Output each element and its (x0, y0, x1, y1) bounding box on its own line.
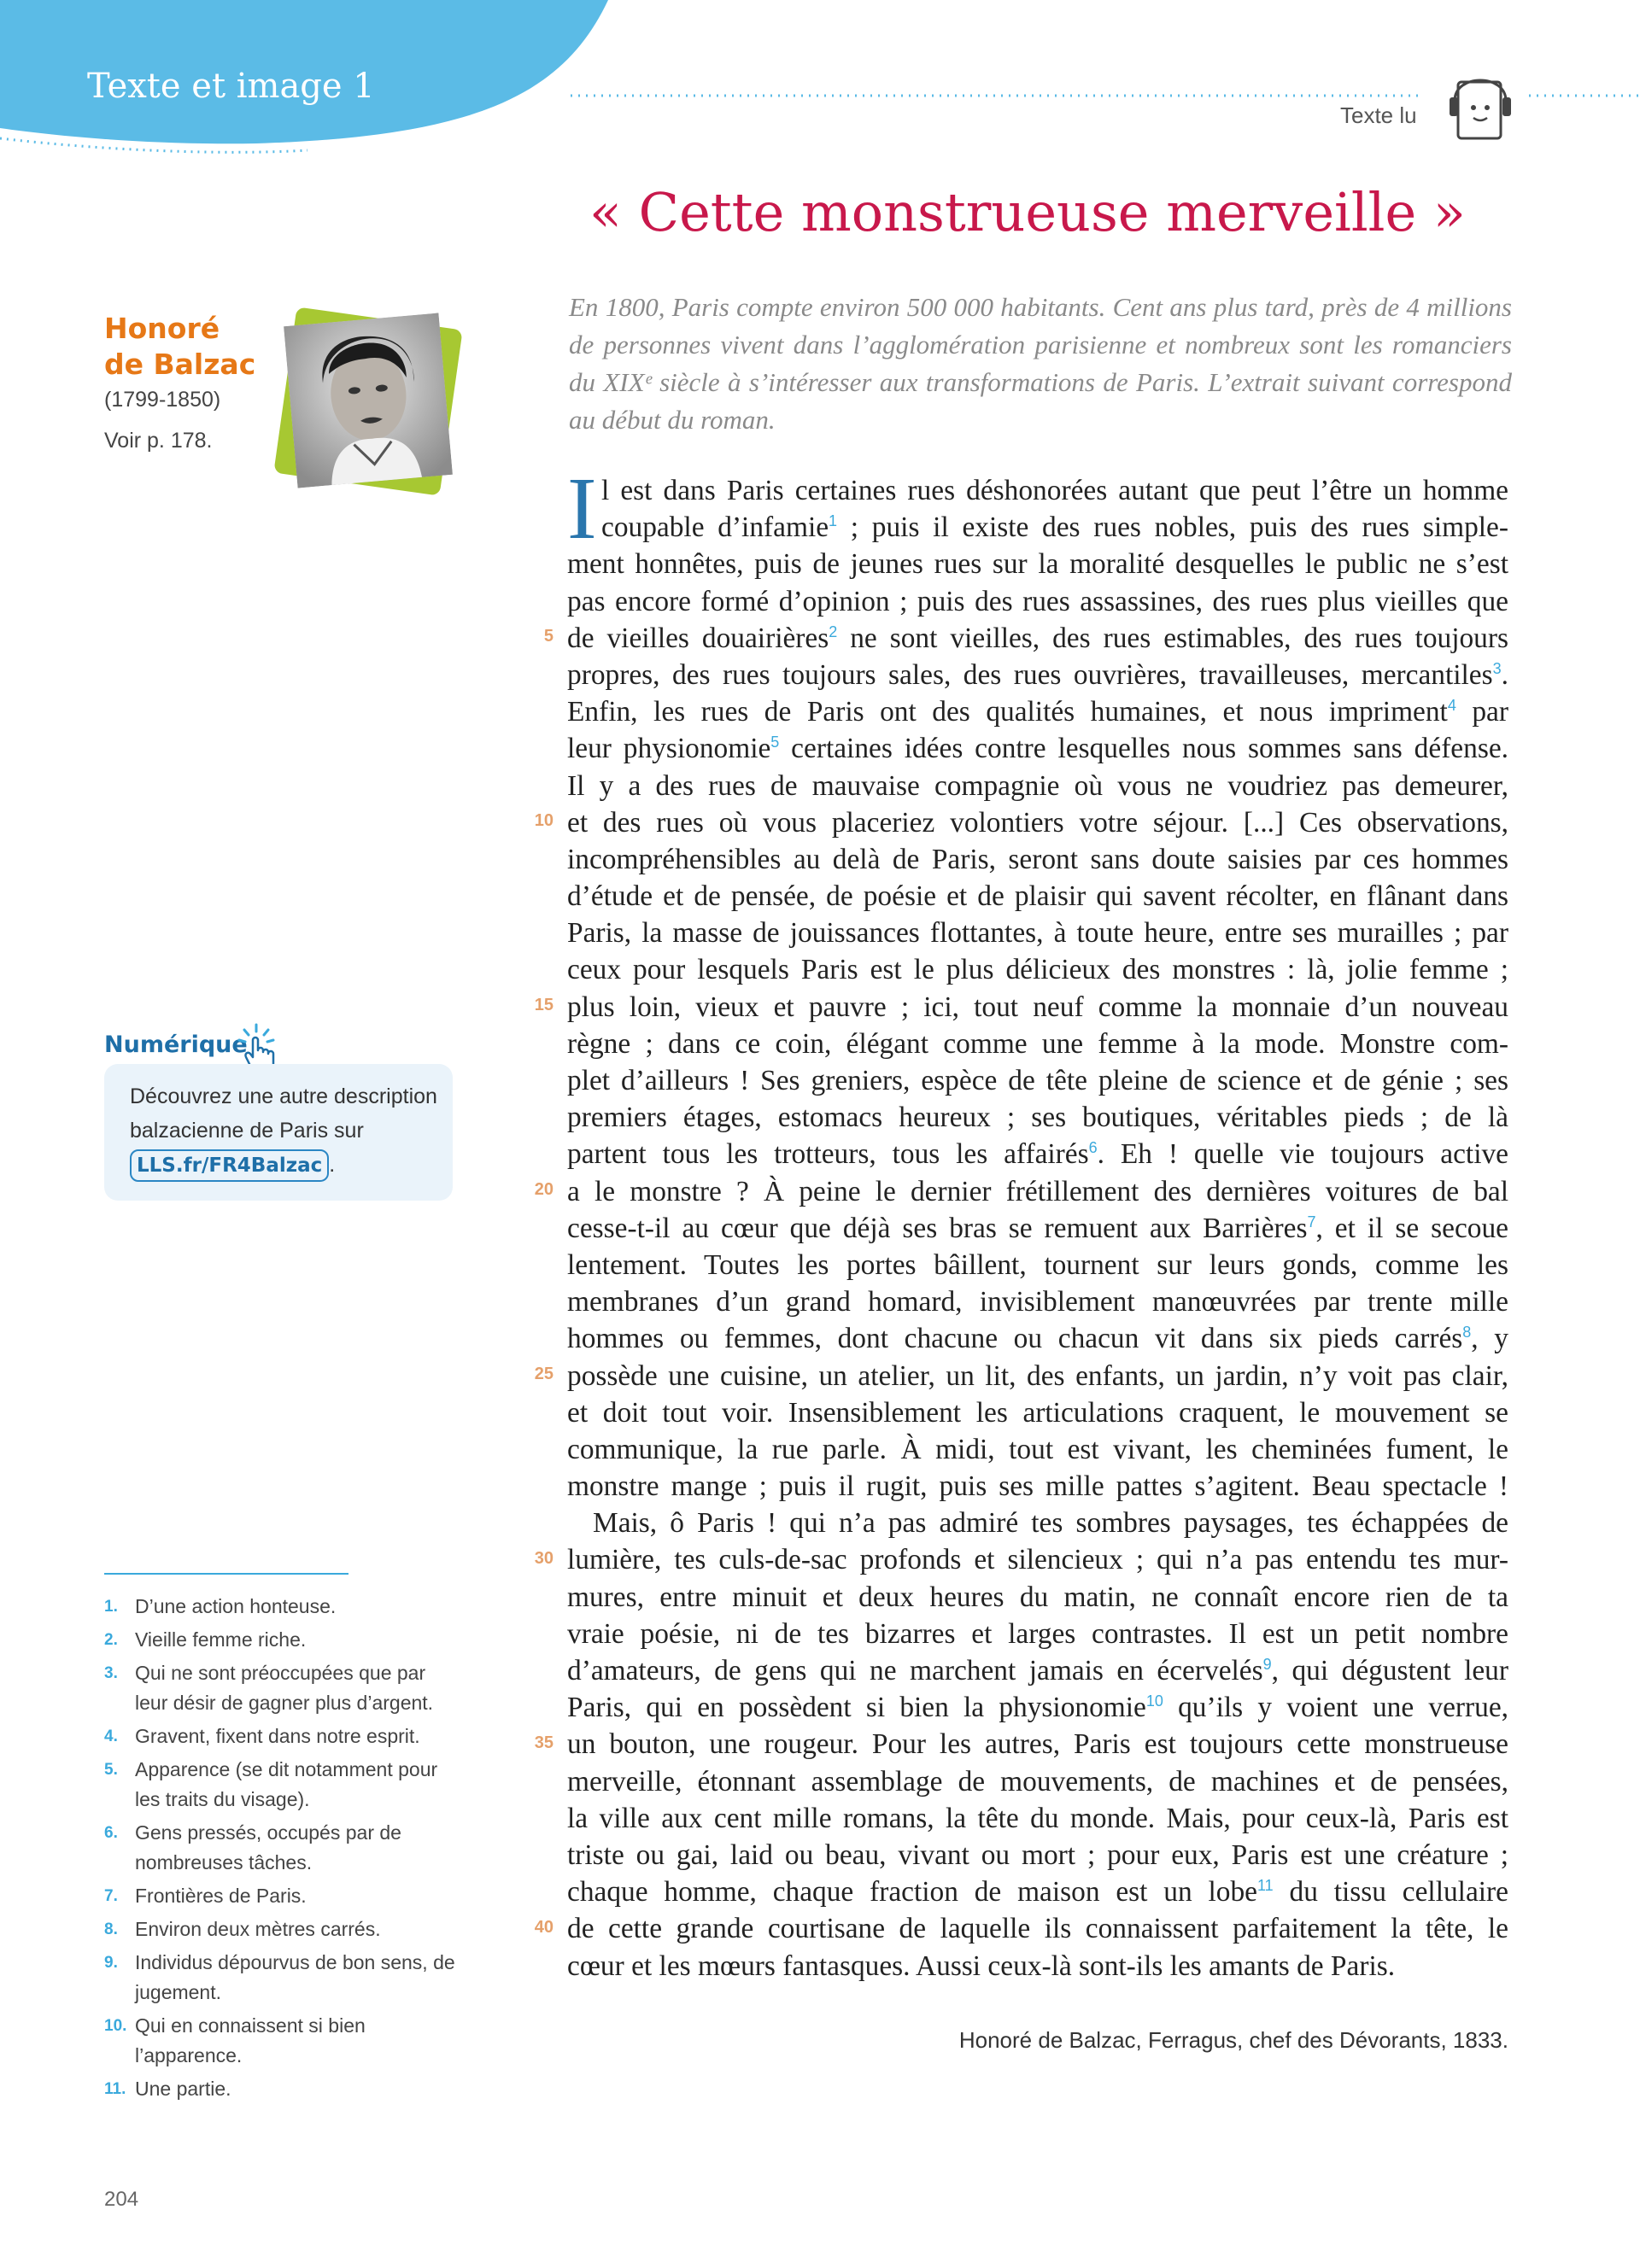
text-line: de cette grande courtisane de laquelle ils connaissent parfaitement la tête, le (567, 1913, 1508, 1945)
text-line: monstre mange ; puis il rugit, puis ses mille pattes s’agitent. Beau spectacle ! (567, 1470, 1508, 1503)
footnote-item (104, 1592, 463, 1622)
author-portrait (284, 313, 453, 488)
numerique-description: Découvrez une autre description balzacienne de Paris sur (130, 1084, 437, 1143)
numerique-link[interactable]: LLS.fr/FR4Balzac (130, 1149, 329, 1182)
footnote-text: Environ deux mètres carrés. (135, 1918, 381, 1940)
body-text (567, 472, 1508, 1984)
footnote-text: D’une action honteuse. (135, 1595, 337, 1617)
footnote-number: 4. (104, 1727, 118, 1745)
text-line: incompréhensibles au delà de Paris, seront sans doute saisies par ces hommes (567, 843, 1508, 875)
footnote-item (104, 1914, 463, 1944)
section-label: Texte et image 1 (87, 67, 375, 106)
footnote-number: 2. (104, 1631, 118, 1649)
footnote-item (104, 2074, 463, 2104)
author-name: Honoré de Balzac (104, 312, 256, 381)
author-page-reference: Voir p. 178. (104, 429, 213, 453)
footnote-text: Frontières de Paris. (135, 1885, 307, 1907)
text-line: l est dans Paris certaines rues déshonorées autant que peut l’être un homme (601, 475, 1508, 506)
footnote-text: Qui en connaissent si bien l’apparence. (135, 2014, 366, 2066)
footnote-text: Gravent, fixent dans notre esprit. (135, 1725, 420, 1747)
footnote-text: Vieille femme riche. (135, 1628, 307, 1651)
footnote-number: 11. (104, 2080, 126, 2098)
text-line: Enfin, les rues de Paris ont des qualités humaines, et nous impriment$^4$ par (567, 696, 1508, 728)
footnote-number: 3. (104, 1664, 118, 1682)
page-number: 204 (104, 2188, 139, 2211)
numerique-suffix: . (329, 1153, 336, 1177)
text-line: possède une cuisine, un atelier, un lit, des enfants, un jardin, n’y voit pas clair, (567, 1359, 1508, 1392)
text-line: hommes ou femmes, dont chacune ou chacun vit dans six pieds carrés$^8$, y (567, 1323, 1508, 1355)
footnote-number: 7. (104, 1887, 118, 1905)
footnote-number: 1. (104, 1598, 118, 1616)
text-line: et des rues où vous placeriez volontiers votre séjour. [...] Ces observations, (567, 806, 1508, 839)
text-line: propres, des rues toujours sales, des rues ouvrières, travailleuses, mercantiles$^3$. (567, 658, 1508, 691)
footnote-item (104, 1948, 463, 2008)
footnote-number: 8. (104, 1920, 118, 1938)
footnote-item (104, 1818, 463, 1878)
text-line: règne ; dans ce coin, élégant comme une femme à la mode. Monstre com- (567, 1027, 1508, 1060)
text-line: ceux pour lesquels Paris est le plus délicieux des monstres : là, jolie femme ; (567, 954, 1508, 986)
text-line: d’étude et de pensée, de poésie et de plaisir qui savent récolter, en flânant dans (567, 880, 1508, 913)
footnote-text: Individus dépourvus de bon sens, de jugement. (135, 1951, 455, 2003)
footnote-item (104, 1721, 463, 1751)
text-line: lumière, tes culs-de-sac profonds et silencieux ; qui n’a pas entendu tes mur- (567, 1544, 1508, 1576)
footnote-number: 6. (104, 1824, 118, 1842)
text-line: lentement. Toutes les portes bâillent, tournent sur leurs gonds, comme les (567, 1248, 1508, 1281)
drop-cap: I (567, 459, 597, 558)
text-line: vraie poésie, ni de tes bizarres et larges contrastes. Il est un petit nombre (567, 1617, 1508, 1650)
reading-label: Texte lu (1340, 102, 1417, 128)
text-line: un bouton, une rougeur. Pour les autres, Paris est toujours cette monstrueuse (567, 1728, 1508, 1761)
text-line: chaque homme, chaque fraction de maison est un lobe$^{11}$ du tissu cellulaire (567, 1876, 1508, 1909)
author-dates: (1799-1850) (104, 388, 221, 412)
line-number: 40 (534, 1918, 554, 1937)
line-number: 15 (534, 996, 554, 1014)
text-line: cœur et les mœurs fantasques. Aussi ceux-là sont-ils les amants de Paris. (567, 1949, 1396, 1982)
text-line: coupable d’infamie$^1$ ; puis il existe des rues nobles, puis des rues simple- (601, 511, 1508, 544)
line-number: 30 (534, 1549, 554, 1568)
text-line: de vieilles douairières$^2$ ne sont vieilles, des rues estimables, des rues toujours (567, 622, 1508, 654)
text-line: Il y a des rues de mauvaise compagnie où vous ne voudriez pas demeurer, (567, 769, 1508, 802)
text-line: plus loin, vieux et pauvre ; ici, tout neuf comme la monnaie d’un nouveau (567, 991, 1508, 1023)
text-line: membranes d’un grand homard, invisiblement manœuvrées par trente mille (567, 1286, 1508, 1318)
text-line: Mais, ô Paris ! qui n’a pas admiré tes sombres paysages, tes échappées de (593, 1507, 1508, 1540)
footnote-item (104, 1755, 463, 1815)
text-line: Paris, la masse de jouissances flottantes, à toute heure, entre ses murailles ; par (567, 917, 1508, 950)
footnote-text: Apparence (se dit notamment pour les traits du visage). (135, 1758, 438, 1810)
text-line: et doit tout voir. Insensiblement les articulations craquent, le mouvement se (567, 1396, 1508, 1429)
line-number: 20 (534, 1180, 554, 1199)
footnote-item (104, 1881, 463, 1911)
text-line: mures, entre minuit et deux heures du matin, ne connaît encore rien de ta (567, 1581, 1508, 1613)
footnote-item (104, 1658, 463, 1718)
numerique-title: Numérique (104, 1032, 248, 1058)
page-title: « Cette monstrueuse merveille » (589, 181, 1466, 243)
line-number: 35 (534, 1733, 554, 1752)
footnote-item (104, 2011, 463, 2071)
footnotes-list (104, 1592, 463, 2107)
numerique-text (130, 1079, 446, 1182)
text-line: leur physionomie$^5$ certaines idées contre lesquelles nous sommes sans défense. (567, 733, 1508, 765)
text-line: communique, la rue parle. À midi, tout est vivant, les cheminées fument, le (567, 1433, 1508, 1465)
footnote-number: 9. (104, 1954, 118, 1972)
line-number: 5 (543, 627, 554, 646)
footnote-number: 5. (104, 1761, 118, 1779)
text-line: d’amateurs, de gens qui ne marchent jamais en écervelés$^9$, qui dégustent leur (567, 1655, 1508, 1686)
text-line: la ville aux cent mille romans, la tête du monde. Mais, pour ceux-là, Paris est (567, 1802, 1508, 1834)
line-number: 25 (534, 1365, 554, 1383)
text-line: plet d’ailleurs ! Ses greniers, espèce de tête pleine de science et de génie ; ses (567, 1065, 1508, 1096)
footnote-text: Gens pressés, occupés par de nombreuses tâches. (135, 1821, 401, 1873)
text-line: pas encore formé d’opinion ; puis des rues assassines, des rues plus vieilles que (567, 585, 1508, 617)
text-line: premiers étages, estomacs heureux ; ses boutiques, véritables pieds ; de là (567, 1102, 1508, 1134)
text-line: merveille, étonnant assemblage de mouvements, de machines et de pensées, (567, 1765, 1508, 1797)
footnote-divider (104, 1573, 348, 1575)
text-line: a le monstre ? À peine le dernier frétillement des dernières voitures de bal (567, 1175, 1508, 1207)
footnote-text: Qui ne sont préoccupées que par leur désir de gagner plus d’argent. (135, 1662, 434, 1714)
text-line: cesse-t-il au cœur que déjà ses bras se remuent aux Barrières$^7$, et il se secoue (567, 1212, 1508, 1244)
text-line: partent tous les trotteurs, tous les affairés$^6$. Eh ! quelle vie toujours active (567, 1138, 1508, 1171)
footnote-item (104, 1625, 463, 1655)
footnote-number: 10. (104, 2017, 127, 2035)
line-number: 10 (534, 811, 554, 830)
text-line: ment honnêtes, puis de jeunes rues sur la moralité desquelles le public ne s’est (567, 548, 1508, 581)
text-line: triste ou gai, laid ou beau, vivant ou mort ; pour eux, Paris est une créature ; (567, 1838, 1508, 1871)
footnote-text: Une partie. (135, 2078, 231, 2100)
text-line: Paris, qui en possèdent si bien la physionomie$^{10}$ qu’ils y voient une verrue, (567, 1692, 1508, 1724)
source-attribution: Honoré de Balzac, Ferragus, chef des Dévorants, 1833. (958, 2027, 1508, 2053)
intro-paragraph: En 1800, Paris compte environ 500 000 habitants. Cent ans plus tard, près de 4 millions de personnes vivent dans l’agglomération parisienne et nombreux sont les romanciers du XIXᵉ siècle à s’intéresser aux transformations de Paris. L’extrait suivant correspond au début du roman. (569, 292, 1512, 435)
headphone-icon[interactable] (1446, 67, 1514, 143)
